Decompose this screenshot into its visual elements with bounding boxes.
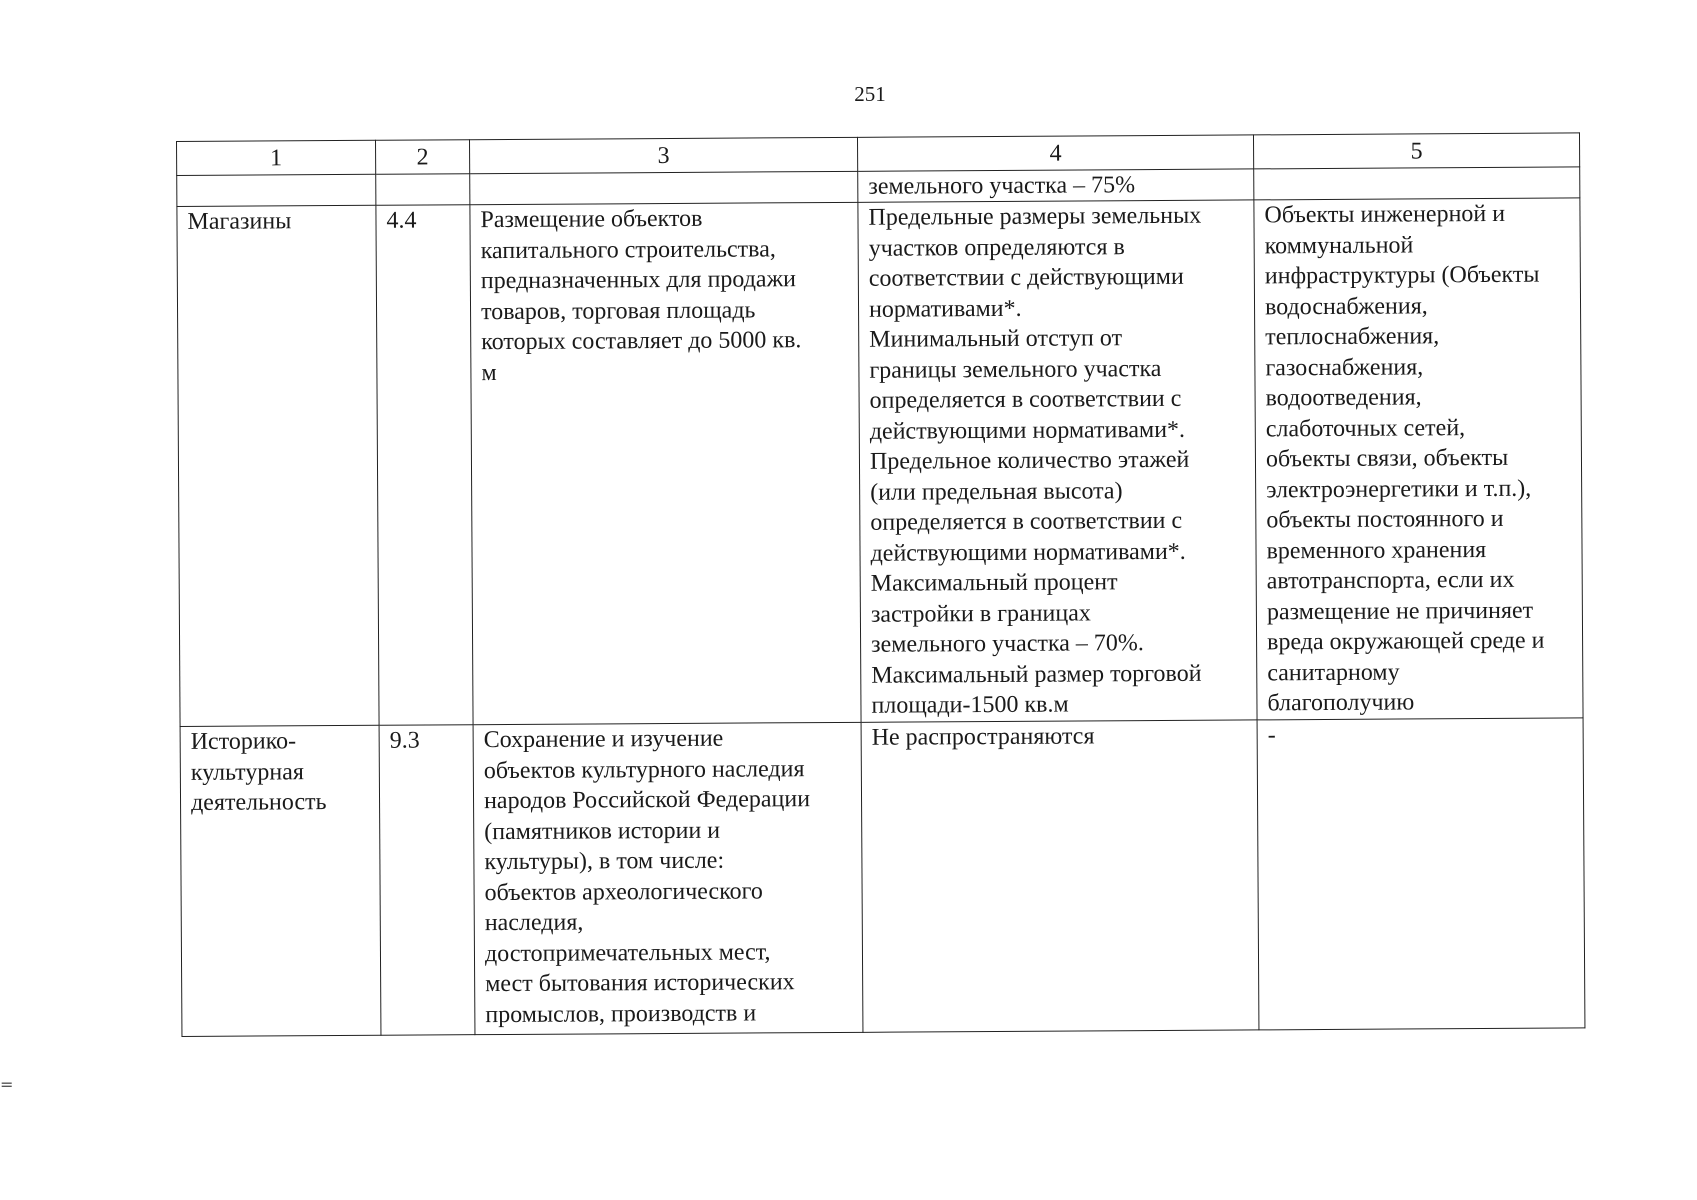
cell-text-line: действующими нормативами*. [870,538,1186,567]
cell-text-line: слаботочных сетей, [1265,414,1466,442]
cell-text-line: Минимальный отступ от [869,325,1123,353]
cell-text-line: площади-1500 кв.м [871,691,1069,719]
cell-text-line: культурная [190,758,304,786]
cell-text-line: размещение не причиняет [1266,597,1534,625]
cell-text-line: определяется в соответствии с [869,385,1182,414]
cell-text-line: капитального строительства, [480,235,776,264]
parameters-cell [861,720,1259,1032]
page-number: 251 [854,82,886,106]
cell-text-line: Максимальный размер торговой [871,660,1202,689]
cell-text-line: теплоснабжения, [1265,323,1440,351]
cell-text-line: Предельные размеры земельных [868,202,1202,231]
cell-text-line: соответствии с действующими [868,263,1184,292]
continuation-cell-4: земельного участка – 75% [858,168,1254,202]
cell-text-line: (или предельная высота) [870,477,1123,506]
cell-text-line: инфраструктуры (Объекты [1264,261,1540,290]
cell-text-line: действующими нормативами*. [869,416,1186,445]
cell-text-line: объектов археологического [484,877,763,906]
cell-text-line: мест бытования исторических [485,969,795,998]
cell-text-line: Историко- [190,728,297,755]
cell-text-line: Максимальный процент [870,569,1118,597]
cell-text-line: - [1267,722,1276,749]
cell-text-line: объектов культурного наследия [483,755,805,784]
table-row-shops [177,198,1583,727]
cell-text-line: объекты связи, объекты [1265,444,1509,473]
continuation-cell-2 [376,173,470,205]
header-col-1: 1 [177,140,376,175]
header-col-4: 4 [857,135,1253,171]
cell-text-line: водоснабжения, [1264,292,1428,320]
cell-text-line: которых составляет до 5000 кв. [481,327,802,356]
use-code-cell: 9.3 [379,725,475,1036]
continuation-cell-5 [1254,166,1580,199]
regulations-table [176,132,1585,1037]
cell-text-line: автотранспорта, если их [1266,566,1515,595]
cell-text-line: Объекты инженерной и [1264,200,1506,229]
cell-text-line: Предельное количество этажей [869,446,1190,475]
continuation-cell-3 [470,171,858,205]
header-col-2: 2 [375,140,469,174]
header-col-3: 3 [469,137,857,173]
table-row-heritage [180,718,1585,1037]
header-col-5: 5 [1253,133,1579,168]
cell-text-line: м [481,359,497,386]
cell-text-line: санитарному [1267,659,1400,686]
cell-text-line: водоотведения, [1265,384,1422,412]
parameters-cell [858,200,1257,722]
cell-text-line: Размещение объектов [480,205,703,234]
cell-text-line: Сохранение и изучение [483,725,724,754]
cell-text-line: наследия, [484,909,584,937]
cell-text-line: временного хранения [1266,536,1487,564]
cell-text-line: объекты постоянного и [1266,505,1504,534]
cell-text-line: благополучию [1267,689,1415,717]
cell-text-line: границы земельного участка [869,355,1162,384]
cell-text-line: Не распространяются [871,723,1095,751]
cell-text-line: товаров, торговая площадь [480,296,756,325]
cell-text-line: деятельность [190,789,327,816]
cell-text-line: достопримечательных мест, [484,938,771,967]
cell-text-line: земельного участка – 70%. [871,630,1144,658]
cell-text-line: электроэнергетики и т.п.), [1266,475,1532,503]
cell-text-line: нормативами*. [868,295,1022,323]
use-description-cell [473,722,863,1034]
cell-text-line: народов Российской Федерации [483,786,811,815]
auxiliary-uses-cell [1254,198,1583,720]
margin-mark: = [0,1075,14,1094]
cell-text-line: (памятников истории и [484,817,721,845]
cell-text-line: промыслов, производств и [485,999,757,1028]
cell-text-line: газоснабжения, [1265,353,1424,381]
use-description-cell [470,202,861,724]
cell-text-line: участков определяются в [868,233,1125,262]
continuation-cell-1 [177,174,376,207]
use-name-cell [180,725,381,1036]
cell-text-line: застройки в границах [870,599,1091,628]
cell-text-line: определяется в соответствии с [870,507,1183,536]
auxiliary-uses-cell [1257,718,1585,1030]
cell-text-line: предназначенных для продажи [480,266,797,295]
cell-text-line: культуры), в том числе: [484,847,725,876]
cell-text-line: коммунальной [1264,231,1414,259]
cell-text-line: вреда окружающей среде и [1267,627,1545,656]
use-code-cell: 4.4 [376,205,473,726]
use-name-cell [177,205,379,726]
cell-text-line: Магазины [187,208,292,235]
